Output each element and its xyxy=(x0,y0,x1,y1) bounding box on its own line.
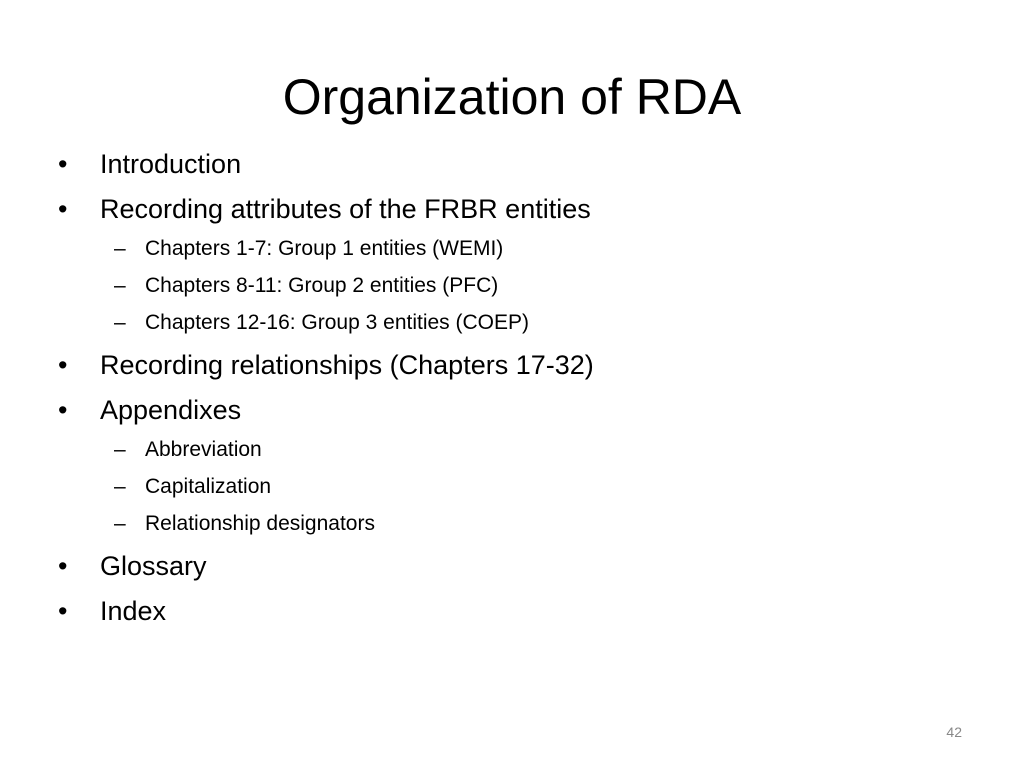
page-number: 42 xyxy=(946,724,962,740)
bullet-icon: • xyxy=(58,596,68,626)
bullet-icon: • xyxy=(58,395,68,425)
sub-item-text: Chapters 12-16: Group 3 entities (COEP) xyxy=(145,311,530,334)
bullet-item-glossary xyxy=(58,548,958,584)
bullet-icon: • xyxy=(58,194,68,224)
bullet-text: Index xyxy=(100,596,167,626)
bullet-icon: • xyxy=(58,551,68,581)
sub-item-text: Capitalization xyxy=(145,475,272,498)
dash-icon: – xyxy=(114,237,126,260)
bullet-item-recording-attributes xyxy=(58,191,958,227)
bullet-text: Recording relationships (Chapters 17-32) xyxy=(100,350,594,380)
slide-title: Organization of RDA xyxy=(282,69,742,125)
sub-item-chapters-8-11 xyxy=(58,271,958,301)
dash-icon: – xyxy=(114,475,126,498)
sub-item-text: Relationship designators xyxy=(145,512,375,535)
sub-item-chapters-1-7 xyxy=(58,234,958,264)
sub-item-relationship-designators xyxy=(58,509,958,539)
bullet-list xyxy=(58,146,958,629)
sub-item-text: Chapters 8-11: Group 2 entities (PFC) xyxy=(145,274,499,297)
sub-item-capitalization xyxy=(58,472,958,502)
dash-icon: – xyxy=(114,512,126,535)
dash-icon: – xyxy=(114,274,126,297)
bullet-text: Recording attributes of the FRBR entities xyxy=(100,194,591,224)
sub-item-text: Chapters 1-7: Group 1 entities (WEMI) xyxy=(145,237,504,260)
bullet-item-appendixes xyxy=(58,392,958,428)
sub-item-text: Abbreviation xyxy=(145,438,262,461)
sub-item-chapters-12-16 xyxy=(58,308,958,338)
dash-icon: – xyxy=(114,311,126,334)
bullet-item-introduction xyxy=(58,146,958,182)
bullet-item-index xyxy=(58,593,958,629)
bullet-text: Appendixes xyxy=(100,395,242,425)
bullet-icon: • xyxy=(58,149,68,179)
bullet-text: Glossary xyxy=(100,551,207,581)
sub-item-abbreviation xyxy=(58,435,958,465)
bullet-item-recording-relationships xyxy=(58,347,958,383)
bullet-text: Introduction xyxy=(100,149,242,179)
bullet-icon: • xyxy=(58,350,68,380)
dash-icon: – xyxy=(114,438,126,461)
